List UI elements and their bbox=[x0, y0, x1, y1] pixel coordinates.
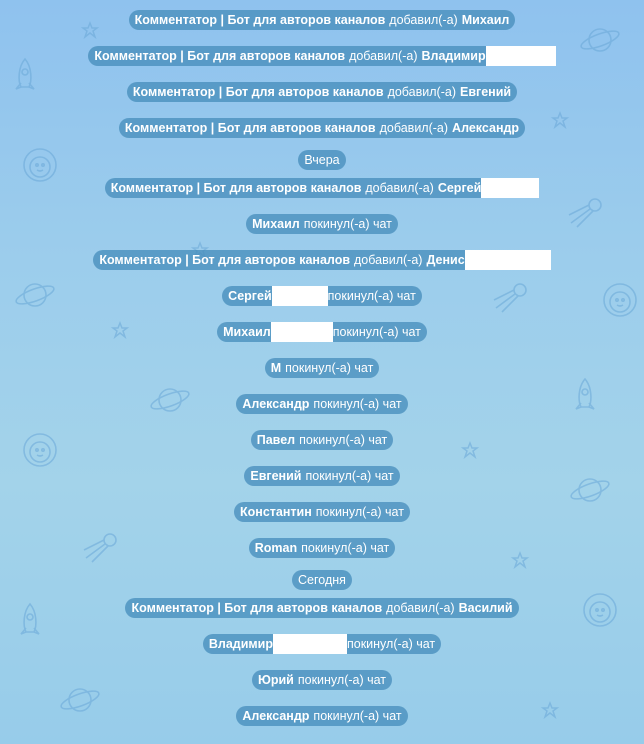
service-message-pill bbox=[105, 178, 540, 198]
service-message bbox=[0, 706, 644, 726]
user-name-link[interactable]: Александр bbox=[242, 709, 310, 723]
user-name-link[interactable]: Александр bbox=[452, 121, 520, 135]
action-text: покинул(-а) чат bbox=[285, 361, 374, 375]
user-name-link[interactable]: Михаил bbox=[461, 13, 510, 27]
redacted-area bbox=[271, 322, 333, 342]
service-message-pill bbox=[246, 214, 398, 234]
service-message-pill bbox=[265, 358, 380, 378]
service-message-pill bbox=[93, 250, 550, 270]
action-text: покинул(-а) чат bbox=[301, 541, 390, 555]
user-name-link[interactable]: Константин bbox=[240, 505, 312, 519]
redacted-area bbox=[481, 178, 539, 198]
action-text: покинул(-а) чат bbox=[327, 289, 416, 303]
user-name-link[interactable]: М bbox=[270, 361, 282, 375]
user-name-link[interactable]: Александр bbox=[242, 397, 310, 411]
user-name-link[interactable]: Юрий bbox=[257, 673, 294, 687]
service-message bbox=[0, 214, 644, 234]
action-text: добавил(-а) bbox=[365, 181, 434, 195]
user-name-link[interactable]: Roman bbox=[254, 541, 298, 555]
service-message-pill bbox=[236, 394, 407, 414]
user-name-link[interactable]: Владимир bbox=[421, 49, 486, 63]
service-message bbox=[0, 598, 644, 618]
user-name-link[interactable]: Михаил bbox=[223, 325, 271, 339]
action-text: добавил(-а) bbox=[349, 49, 418, 63]
service-message bbox=[0, 82, 644, 102]
service-message-pill bbox=[244, 466, 399, 486]
user-name-link[interactable]: Денис bbox=[426, 253, 465, 267]
service-message bbox=[0, 538, 644, 558]
service-message-pill bbox=[203, 634, 441, 654]
service-message-pill bbox=[127, 82, 517, 102]
service-message-pill bbox=[125, 598, 518, 618]
action-text: добавил(-а) bbox=[386, 601, 455, 615]
action-text: добавил(-а) bbox=[379, 121, 449, 135]
action-text: покинул(-а) чат bbox=[332, 325, 421, 339]
redacted-area bbox=[273, 634, 347, 654]
action-text: покинул(-а) чат bbox=[297, 673, 387, 687]
service-message bbox=[0, 250, 644, 270]
service-message-pill bbox=[119, 118, 525, 138]
service-message bbox=[0, 466, 644, 486]
service-message bbox=[0, 394, 644, 414]
action-text: покинул(-а) чат bbox=[315, 505, 404, 519]
user-name-link[interactable]: Сергей bbox=[437, 181, 482, 195]
user-name-link[interactable]: Евгений bbox=[460, 85, 512, 99]
action-text: покинул(-а) чат bbox=[313, 397, 402, 411]
date-separator bbox=[0, 150, 644, 170]
user-name-link[interactable]: Василий bbox=[458, 601, 513, 615]
action-text: покинул(-а) чат bbox=[305, 469, 394, 483]
user-name-link[interactable]: Михаил bbox=[252, 217, 300, 231]
service-message bbox=[0, 118, 644, 138]
service-message bbox=[0, 178, 644, 198]
user-name-link[interactable]: Павел bbox=[256, 433, 296, 447]
bot-name-link[interactable]: Комментатор | Бот для авторов каналов bbox=[99, 253, 351, 267]
action-text: добавил(-а) bbox=[387, 85, 456, 99]
service-message-pill bbox=[88, 46, 555, 66]
bot-name-link[interactable]: Комментатор | Бот для авторов каналов bbox=[94, 49, 346, 63]
service-message bbox=[0, 430, 644, 450]
bot-name-link[interactable]: Комментатор | Бот для авторов каналов bbox=[124, 121, 376, 135]
user-name-link[interactable]: Владимир bbox=[208, 637, 273, 651]
service-message-pill bbox=[217, 322, 427, 342]
bot-name-link[interactable]: Комментатор | Бот для авторов каналов bbox=[134, 13, 386, 27]
date-separator-label: Сегодня bbox=[292, 570, 352, 590]
bot-name-link[interactable]: Комментатор | Бот для авторов каналов bbox=[110, 181, 362, 195]
service-message bbox=[0, 46, 644, 66]
action-text: покинул(-а) чат bbox=[313, 709, 402, 723]
date-separator bbox=[0, 570, 644, 590]
user-name-link[interactable]: Евгений bbox=[250, 469, 302, 483]
service-message bbox=[0, 286, 644, 306]
service-message bbox=[0, 634, 644, 654]
service-message-pill bbox=[234, 502, 410, 522]
action-text: добавил(-а) bbox=[389, 13, 458, 27]
redacted-area bbox=[486, 46, 556, 66]
redacted-area bbox=[465, 250, 551, 270]
bot-name-link[interactable]: Комментатор | Бот для авторов каналов bbox=[131, 601, 383, 615]
service-message-pill bbox=[249, 538, 396, 558]
service-message bbox=[0, 322, 644, 342]
action-text: покинул(-а) чат bbox=[303, 217, 392, 231]
service-message-pill bbox=[236, 706, 407, 726]
bot-name-link[interactable]: Комментатор | Бот для авторов каналов bbox=[132, 85, 384, 99]
date-separator-label: Вчера bbox=[298, 150, 345, 170]
service-message bbox=[0, 502, 644, 522]
service-message bbox=[0, 358, 644, 378]
action-text: покинул(-а) чат bbox=[299, 433, 388, 447]
service-message-pill bbox=[129, 10, 516, 30]
action-text: добавил(-а) bbox=[354, 253, 423, 267]
user-name-link[interactable]: Сергей bbox=[228, 289, 272, 303]
service-message bbox=[0, 10, 644, 30]
redacted-area bbox=[272, 286, 328, 306]
service-message-pill bbox=[251, 430, 394, 450]
service-message-pill bbox=[252, 670, 392, 690]
action-text: покинул(-а) чат bbox=[346, 637, 436, 651]
service-message-pill bbox=[222, 286, 422, 306]
service-message bbox=[0, 670, 644, 690]
